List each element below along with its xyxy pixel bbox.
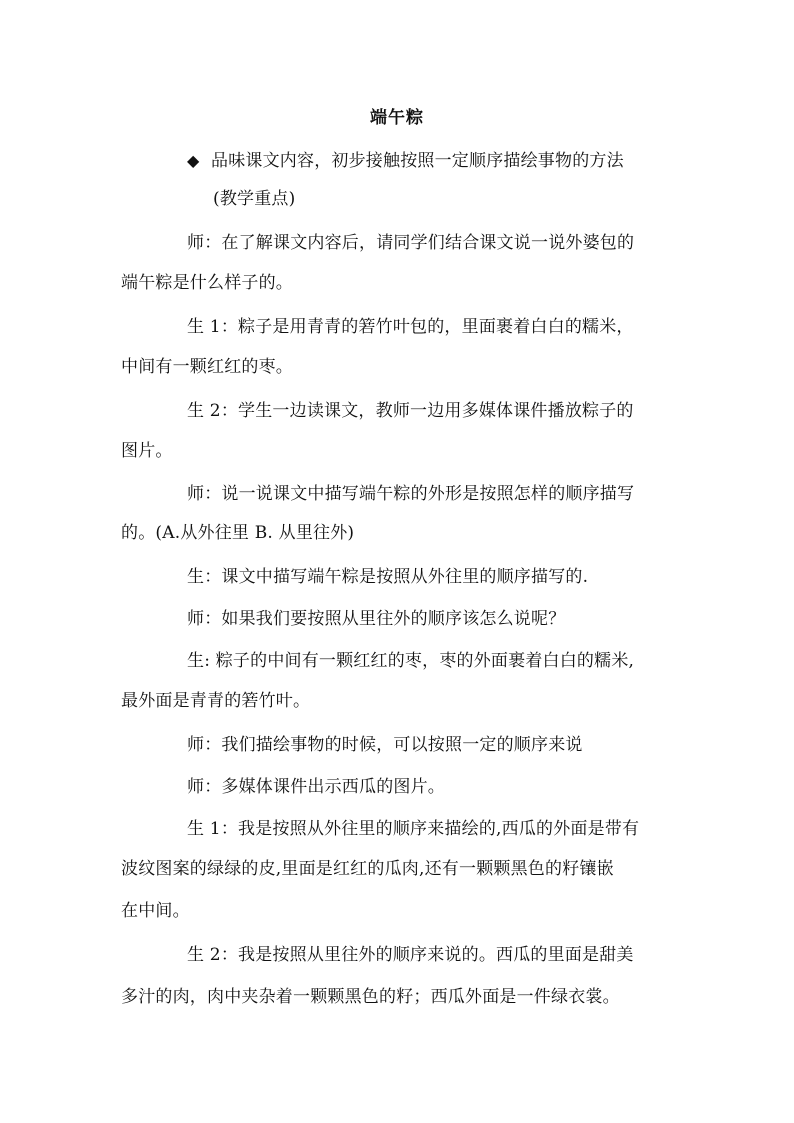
paragraph-line: 师：如果我们要按照从里往外的顺序该怎么说呢？: [187, 609, 566, 629]
paragraph-line: 师：说一说课文中描写端午粽的外形是按照怎样的顺序描写: [187, 484, 635, 504]
paragraph-line: 在中间。: [121, 901, 190, 921]
paragraph-line: 中间有一颗红红的枣。: [121, 357, 293, 377]
paragraph-line: 最外面是青青的箬竹叶。: [121, 691, 311, 711]
paragraph-line: 图片。: [121, 441, 173, 461]
paragraph-line: 生 1：粽子是用青青的箬竹叶包的，里面裹着白白的糯米，: [187, 317, 634, 337]
paragraph-line: 师：多媒体课件出示西瓜的图片。: [187, 777, 445, 797]
paragraph-line: 生: 粽子的中间有一颗红红的枣，枣的外面裹着白白的糯米,: [187, 651, 635, 671]
paragraph-line: 生 1：我是按照从外往里的顺序来描绘的,西瓜的外面是带有: [187, 819, 640, 839]
paragraph-line: 端午粽是什么样子的。: [121, 273, 293, 293]
paragraph-line: 生 2：学生一边读课文，教师一边用多媒体课件播放粽子的: [187, 401, 634, 421]
paragraph-line: 多汁的肉，肉中夹杂着一颗颗黑色的籽；西瓜外面是一件绿衣裳。: [121, 987, 620, 1007]
document-title: 端午粽: [370, 108, 424, 128]
paragraph-line: 的。(A.从外往里 B. 从里往外): [121, 523, 355, 543]
paragraph-line: 师：我们描绘事物的时候，可以按照一定的顺序来说: [187, 735, 583, 755]
bullet-item: [187, 149, 747, 173]
bullet-text: 品味课文内容，初步接触按照一定顺序描绘事物的方法: [211, 151, 624, 171]
paragraph-line: 师：在了解课文内容后，请同学们结合课文说一说外婆包的: [187, 233, 635, 253]
diamond-bullet-icon: ◆: [187, 151, 200, 170]
paragraph-line: 生 2：我是按照从里往外的顺序来说的。西瓜的里面是甜美: [187, 945, 634, 965]
paragraph-line: 生：课文中描写端午粽是按照从外往里的顺序描写的.: [187, 567, 589, 587]
bullet-note: (教学重点): [213, 189, 296, 209]
paragraph-line: 波纹图案的绿绿的皮,里面是红红的瓜肉,还有一颗颗黑色的籽镶嵌: [121, 859, 614, 879]
